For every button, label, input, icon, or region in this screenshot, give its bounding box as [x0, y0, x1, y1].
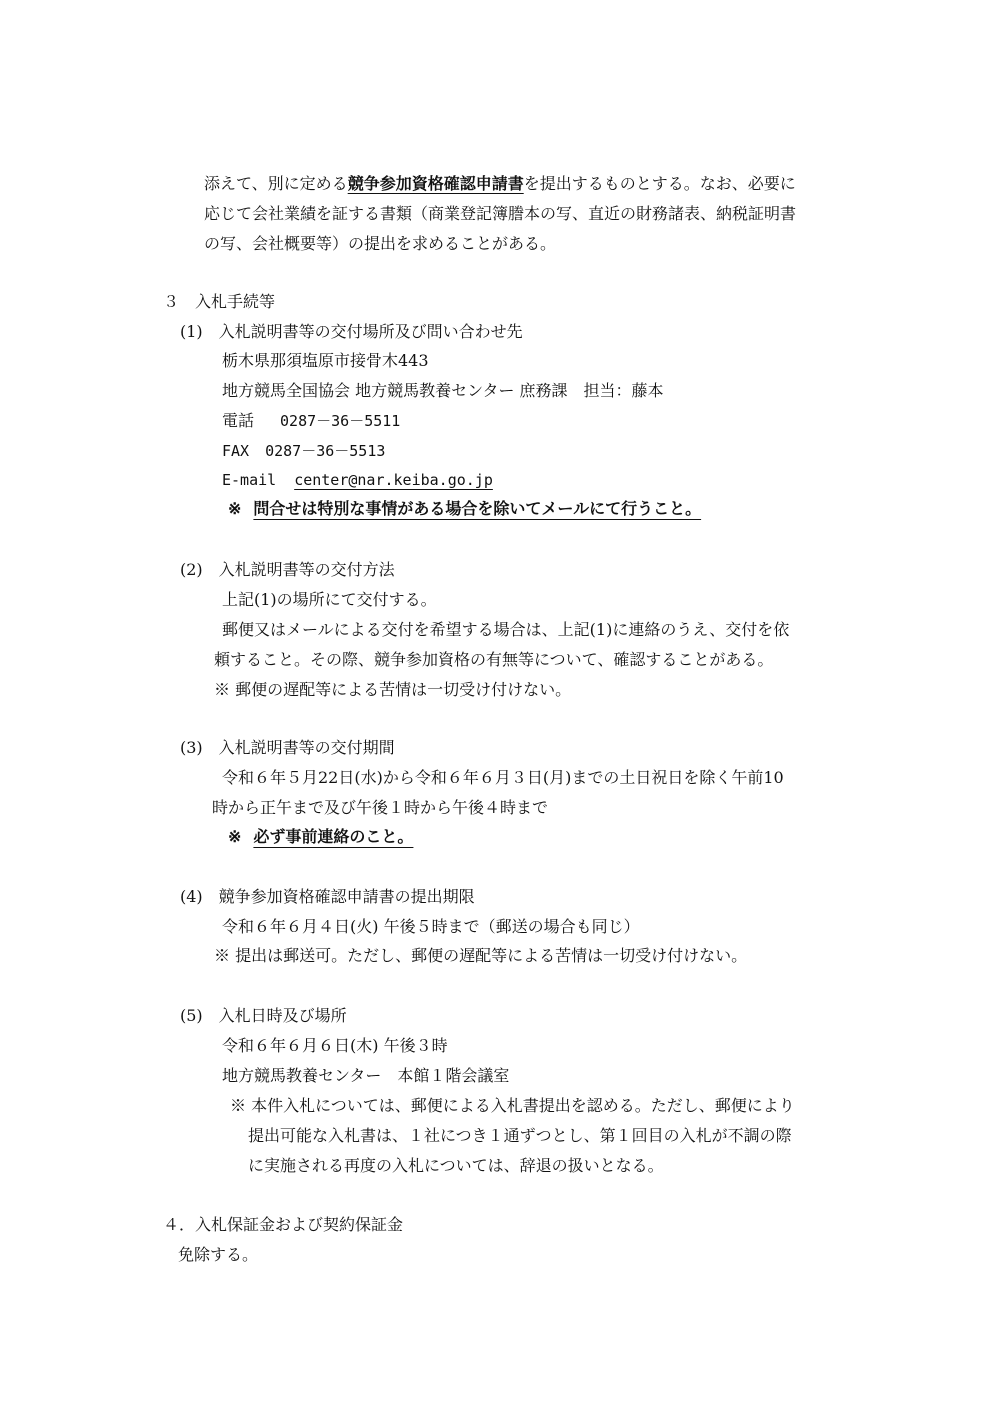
s3-line-2: 時から正午まで及び午後１時から午後４時まで [212, 798, 549, 817]
s2-line-3: 頼すること。その際、競争参加資格の有無等について、確認することがある。 [214, 650, 774, 669]
s1-organization: 地方競馬全国協会 地方競馬教養センター 庶務課 担当：藤本 [222, 381, 664, 400]
s4-note: ※ 提出は郵送可。ただし、郵便の遅配等による苦情は一切受け付けない。 [214, 946, 748, 965]
s1-note-text: 問合せは特別な事情がある場合を除いてメールにて行うこと。 [253, 499, 702, 518]
s5-note-line-1: ※ 本件入札については、郵便による入札書提出を認める。ただし、郵便により [230, 1096, 795, 1115]
s2-line-1: 上記(1)の場所にて交付する。 [222, 590, 437, 609]
s3-note-text: 必ず事前連絡のこと。 [253, 827, 414, 846]
s2-heading: (2) 入札説明書等の交付方法 [180, 560, 395, 579]
s2-line-2: 郵便又はメールによる交付を希望する場合は、上記(1)に連絡のうえ、交付を依 [222, 620, 790, 639]
s2-note: ※ 郵便の遅配等による苦情は一切受け付けない。 [214, 680, 572, 699]
s5-line-2: 地方競馬教養センター 本館１階会議室 [222, 1066, 510, 1085]
s1-address: 栃木県那須塩原市接骨木443 [222, 351, 429, 370]
s4-line-1: 令和６年６月４日(火) 午後５時まで（郵送の場合も同じ） [222, 917, 640, 936]
note-mark: ※ [228, 499, 242, 518]
fax-label: FAX [222, 442, 250, 460]
s1-note [228, 499, 701, 519]
phone-label: 電話 [222, 411, 255, 430]
s5-note-line-3: に実施される再度の入札については、辞退の扱いとなる。 [248, 1156, 664, 1175]
intro-text-a: 添えて、別に定める [204, 174, 348, 193]
s1-email [222, 470, 493, 490]
fax-number: 0287－36－5513 [265, 442, 386, 460]
s1-phone [222, 411, 400, 431]
s3-note [228, 827, 413, 847]
s1-heading: (1) 入札説明書等の交付場所及び問い合わせ先 [180, 322, 523, 341]
s3-heading: (3) 入札説明書等の交付期間 [180, 738, 395, 757]
intro-text-c: を提出するものとする。なお、必要に [523, 174, 796, 193]
application-doc-title: 競争参加資格確認申請書 [347, 174, 524, 193]
section-4-heading: ４．入札保証金および契約保証金 [163, 1215, 404, 1234]
s5-note-line-2: 提出可能な入札書は、１社につき１通ずつとし、第１回目の入札が不調の際 [248, 1126, 792, 1145]
note-mark: ※ [228, 827, 242, 846]
s5-heading: (5) 入札日時及び場所 [180, 1006, 347, 1025]
s3-line-1: 令和６年５月22日(水)から令和６年６月３日(月)までの土日祝日を除く午前10 [222, 768, 784, 787]
email-label: E-mail [222, 471, 277, 489]
section-3-heading: ３ 入札手続等 [163, 292, 276, 311]
s5-line-1: 令和６年６月６日(木) 午後３時 [222, 1036, 448, 1055]
intro-line-2: 応じて会社業績を証する書類（商業登記簿謄本の写、直近の財務諸表、納税証明書 [204, 204, 797, 223]
intro-line-3: の写、会社概要等）の提出を求めることがある。 [204, 234, 557, 253]
phone-number: 0287－36－5511 [280, 412, 401, 430]
s1-fax [222, 441, 385, 461]
section-4-body: 免除する。 [178, 1245, 259, 1264]
s4-heading: (4) 競争参加資格確認申請書の提出期限 [180, 887, 475, 906]
email-link[interactable]: center@nar.keiba.go.jp [294, 471, 493, 489]
intro-line-1 [204, 174, 796, 194]
